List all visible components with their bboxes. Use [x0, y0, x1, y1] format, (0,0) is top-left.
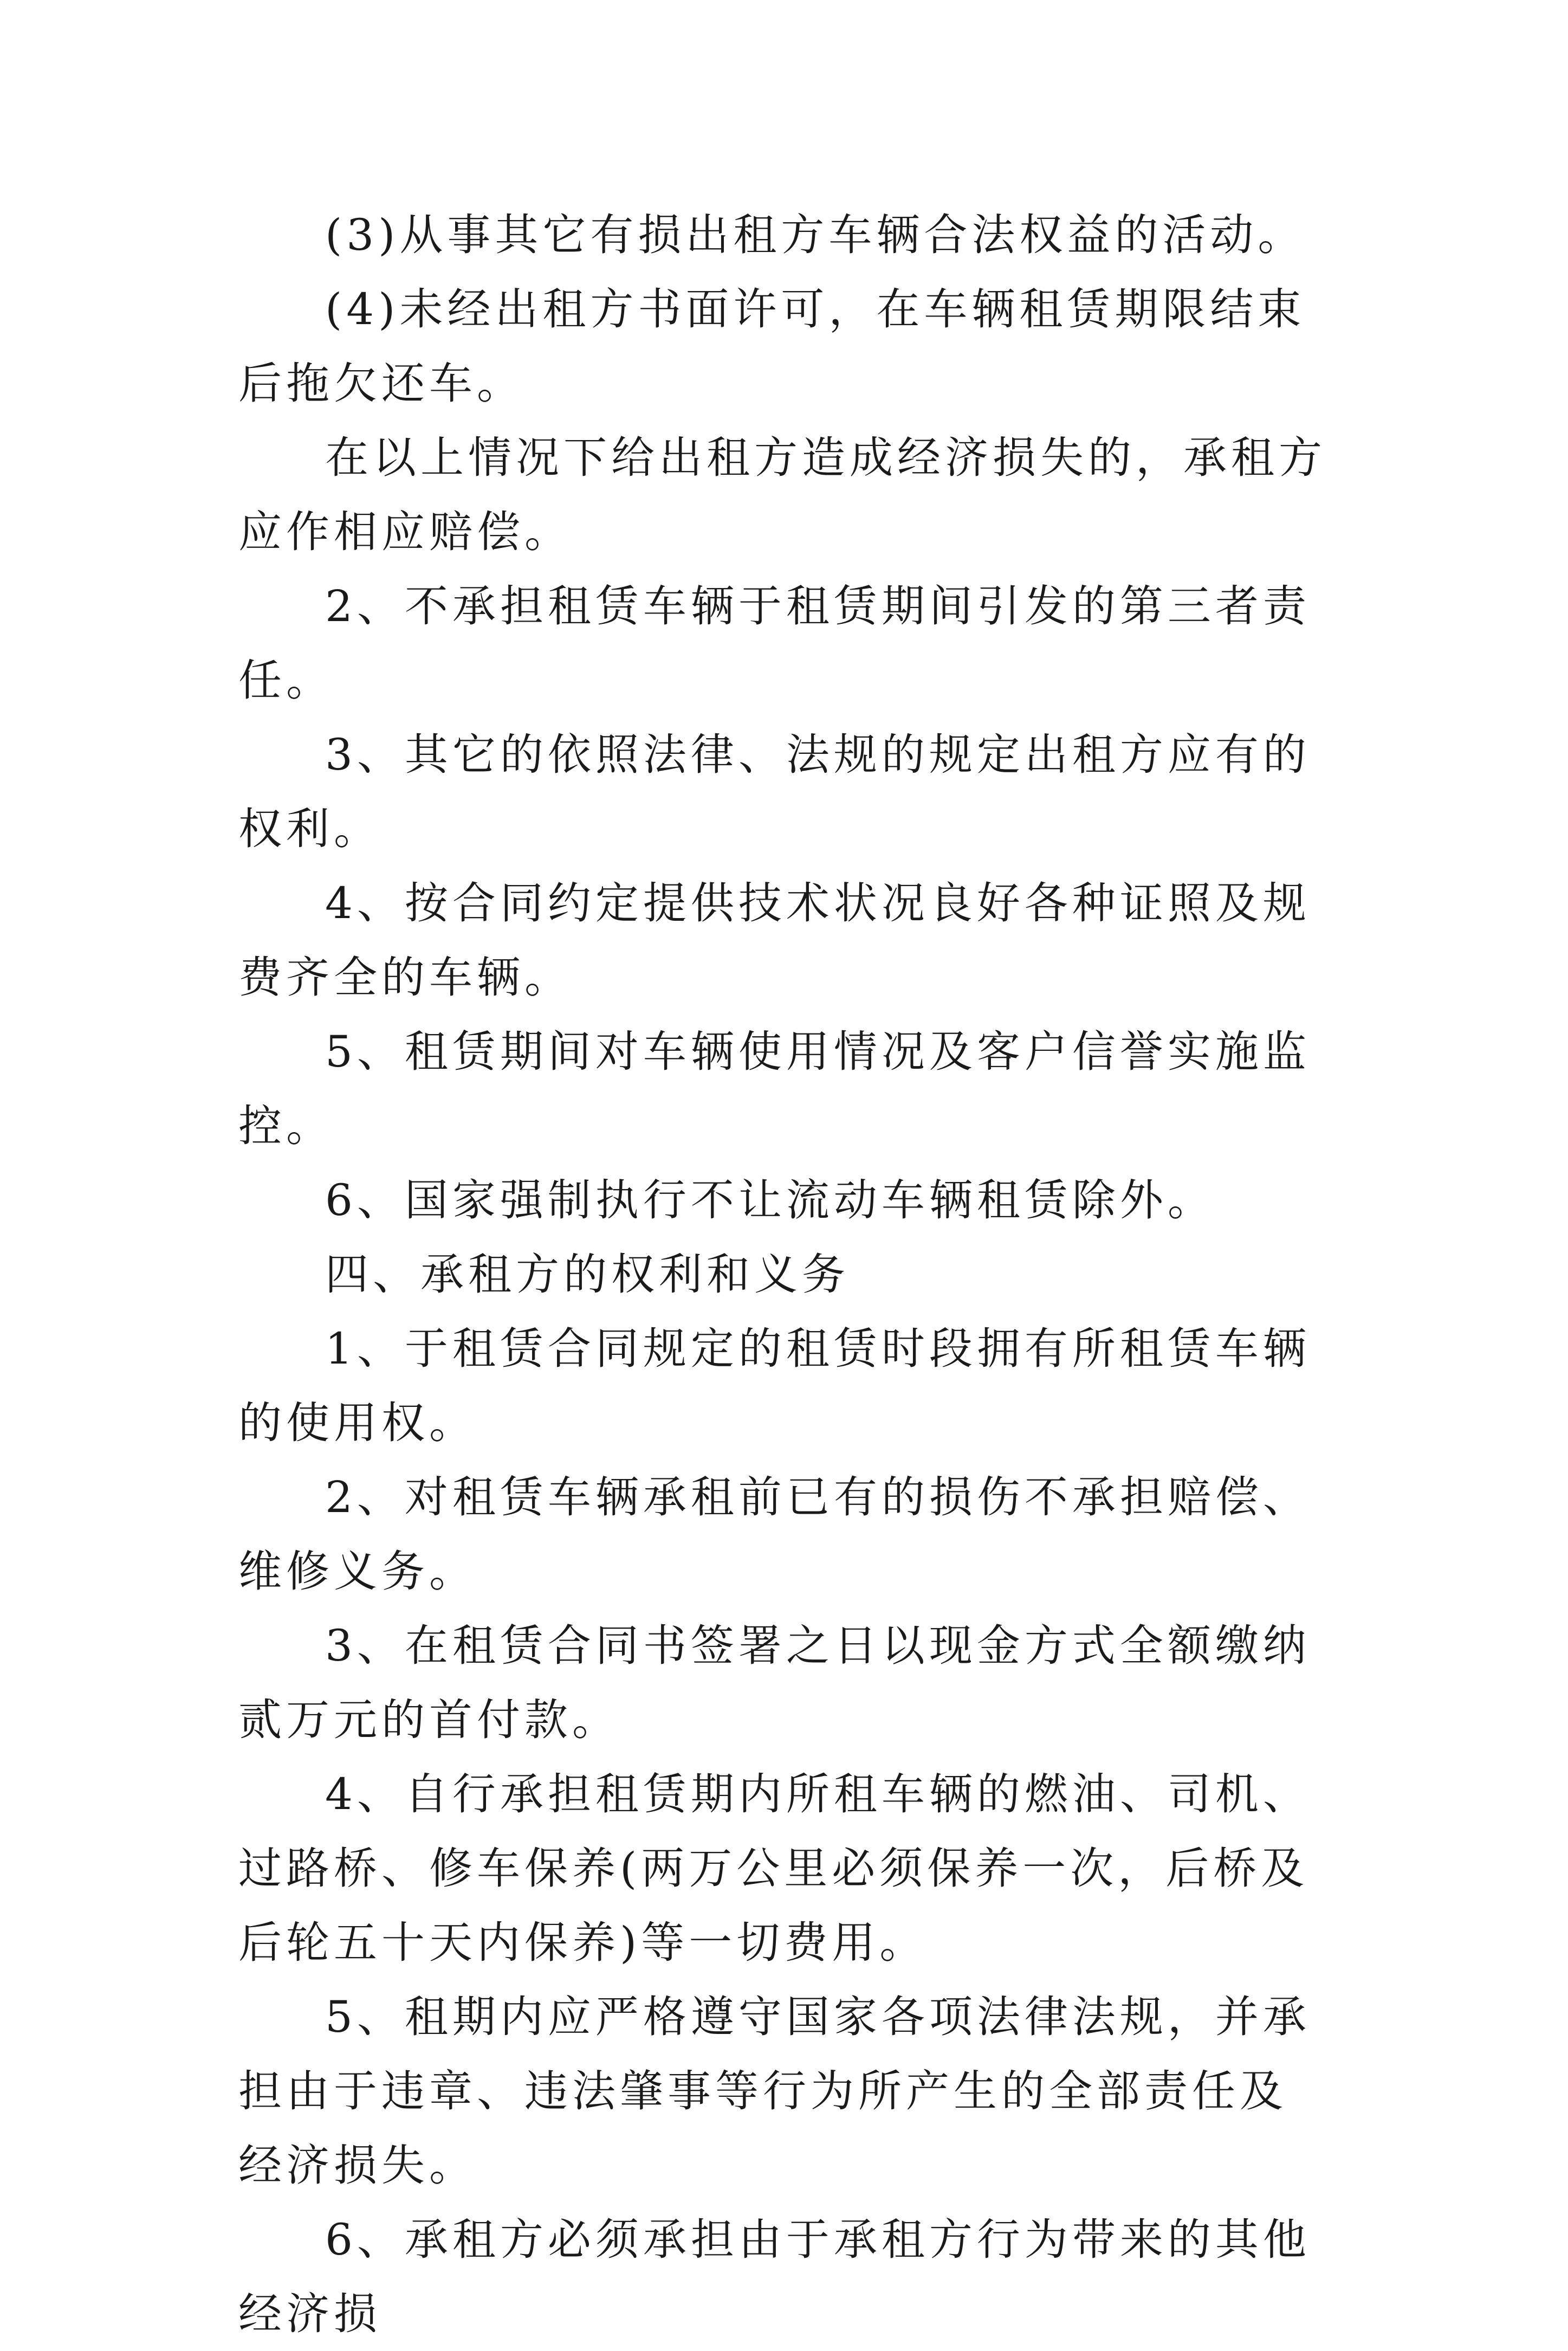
- paragraph-lessor-3: 3、其它的依照法律、法规的规定出租方应有的权利。: [238, 729, 1311, 854]
- section-heading-lessee-rights: 四、承租方的权利和义务: [325, 1249, 850, 1300]
- paragraph-lessor-2: 2、不承担租赁车辆于租赁期间引发的第三者责任。: [238, 581, 1311, 706]
- paragraph-lessor-4: 4、按合同约定提供技术状况良好各种证照及规费齐全的车辆。: [238, 878, 1311, 1003]
- paragraph-lessee-6: 6、承租方必须承担由于承租方行为带来的其他经济损: [238, 2214, 1311, 2339]
- paragraph-clause-3-3: (3)从事其它有损出租方车辆合法权益的活动。: [325, 210, 1306, 260]
- paragraph-compensation: 在以上情况下给出租方造成经济损失的，承租方应作相应赔偿。: [238, 432, 1326, 557]
- paragraph-lessor-5: 5、租赁期间对车辆使用情况及客户信誉实施监控。: [238, 1026, 1311, 1151]
- document-body: [238, 198, 1327, 2351]
- paragraph-lessee-4: 4、自行承担租赁期内所租车辆的燃油、司机、过路桥、修车保养(两万公里必须保养一次，后桥及后轮五十天内保养)等一切费用。: [238, 1769, 1311, 1968]
- paragraph-lessor-6: 6、国家强制执行不让流动车辆租赁除外。: [325, 1175, 1215, 1225]
- paragraph-lessee-3: 3、在租赁合同书签署之日以现金方式全额缴纳贰万元的首付款。: [238, 1620, 1311, 1745]
- paragraph-clause-3-4: (4)未经出租方书面许可，在车辆租赁期限结束后拖欠还车。: [238, 284, 1306, 409]
- paragraph-lessee-2: 2、对租赁车辆承租前已有的损伤不承担赔偿、维修义务。: [238, 1472, 1311, 1597]
- paragraph-lessee-1: 1、于租赁合同规定的租赁时段拥有所租赁车辆的使用权。: [238, 1323, 1311, 1448]
- paragraph-lessee-5: 5、租期内应严格遵守国家各项法律法规，并承担由于违章、违法肇事等行为所产生的全部责任及经济损失。: [238, 1992, 1311, 2191]
